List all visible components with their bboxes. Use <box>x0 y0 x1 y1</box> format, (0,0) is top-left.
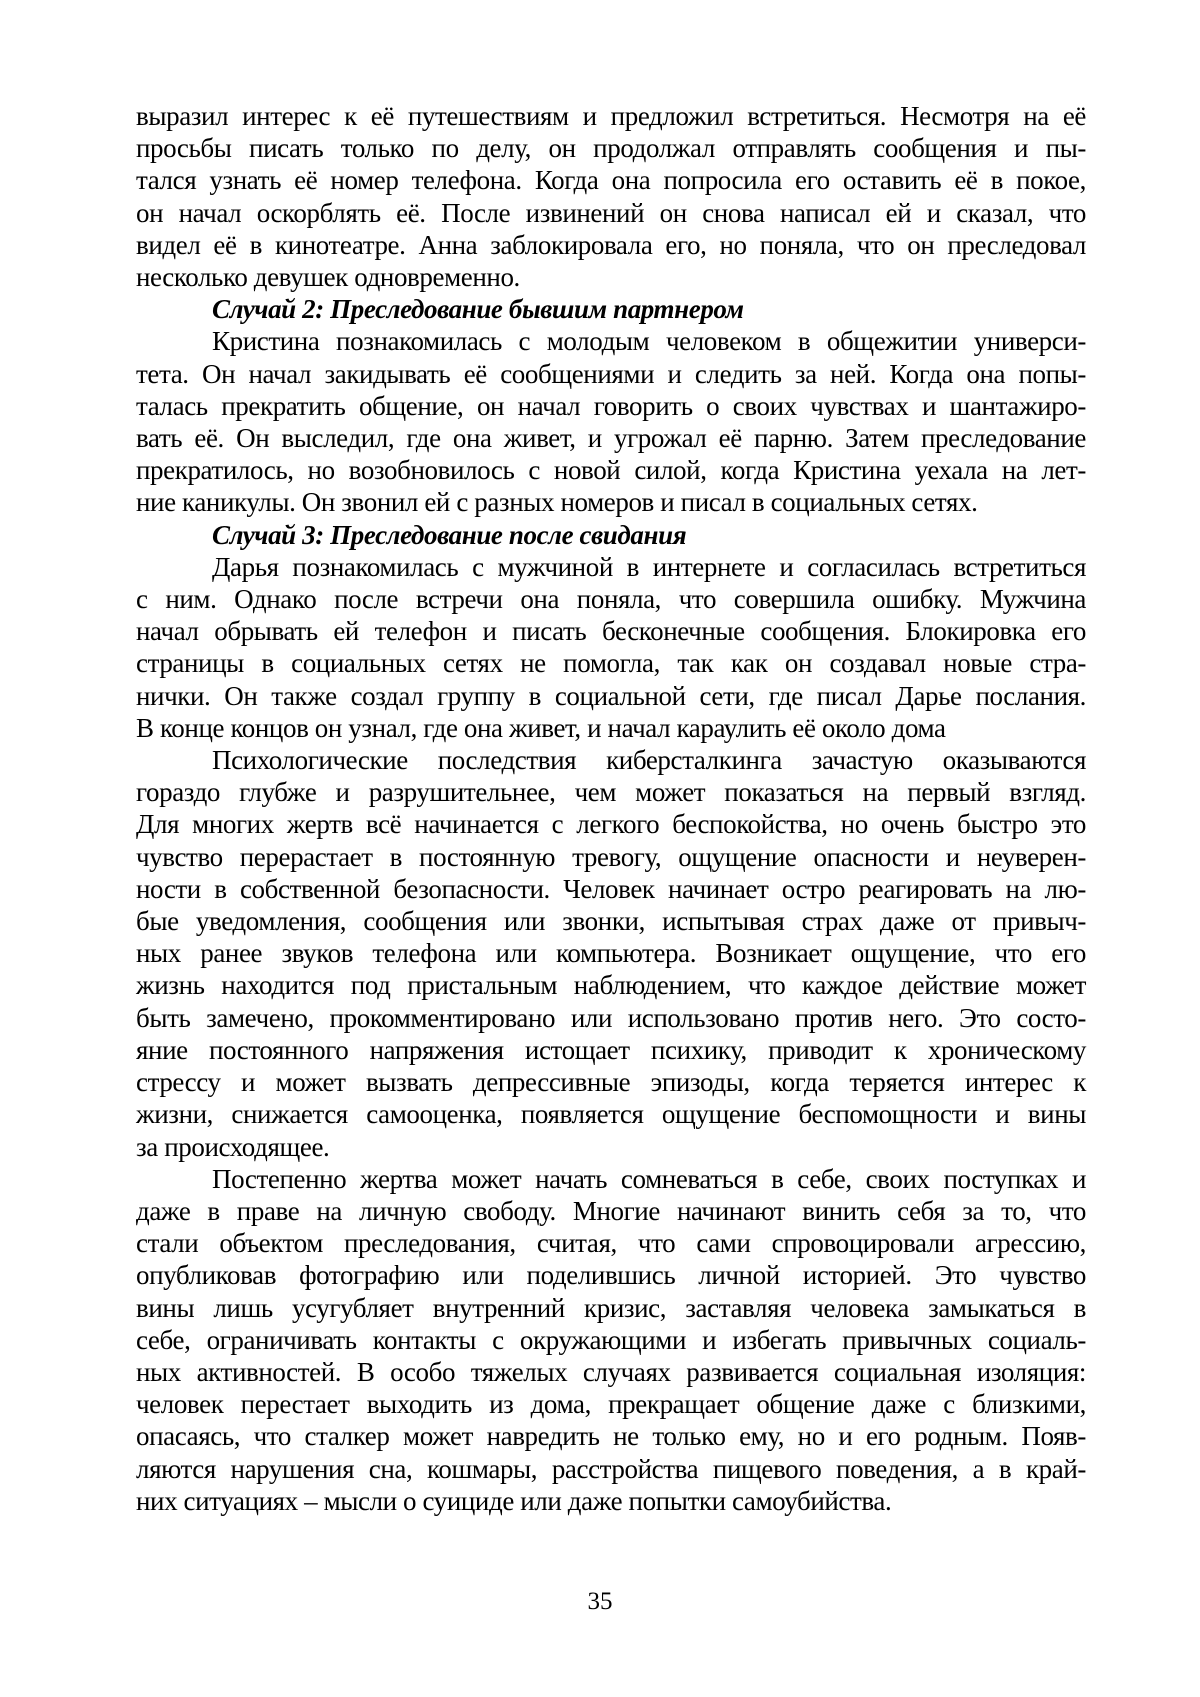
paragraph-line: ние каникулы. Он звонил ей с разных номеров и писал в социальных сетях. <box>136 487 978 518</box>
paragraph-line: ности в собственной безопасности. Человек начинает остро реагировать на лю- <box>136 873 1086 904</box>
paragraph-line: бые уведомления, сообщения или звонки, испытывая страх даже от привыч- <box>136 906 1086 937</box>
paragraph-line: себе, ограничивать контакты с окружающими и избегать привычных социаль- <box>136 1324 1086 1355</box>
paragraph-line: яние постоянного напряжения истощает психику, приводит к хроническому <box>136 1034 1086 1065</box>
paragraph-line: выразил интерес к её путешествиям и предложил встретиться. Несмотря на её <box>136 101 1086 131</box>
paragraph-line: человек перестает выходить из дома, прекращает общение даже с близкими, <box>136 1389 1086 1420</box>
paragraph-line: он начал оскорблять её. После извинений он снова написал ей и сказал, что <box>136 197 1086 228</box>
paragraph-line: ных активностей. В особо тяжелых случаях развивается социальная изоляция: <box>136 1356 1086 1387</box>
paragraph-line: быть замечено, прокомментировано или использовано против него. Это состо- <box>136 1002 1086 1033</box>
paragraph-line: видел её в кинотеатре. Анна заблокировала его, но поняла, что он преследовал <box>136 229 1086 260</box>
paragraph-line: Кристина познакомилась с молодым человеком в общежитии универси- <box>212 326 1086 357</box>
paragraph-line: стали объектом преследования, считая, что сами спровоцировали агрессию, <box>136 1228 1086 1259</box>
paragraph-line: начал обрывать ей телефон и писать бесконечные сообщения. Блокировка его <box>136 616 1086 647</box>
page-number: 35 <box>587 1588 613 1615</box>
paragraph-line: с ним. Однако после встречи она поняла, что совершила ошибку. Мужчина <box>136 584 1086 615</box>
paragraph-line: стрессу и может вызвать депрессивные эпизоды, когда теряется интерес к <box>136 1067 1086 1098</box>
paragraph-line: них ситуациях – мысли о суициде или даже попытки самоубийства. <box>136 1485 892 1516</box>
paragraph-line: опасаясь, что сталкер может навредить не только ему, но и его родным. Появ- <box>136 1421 1086 1452</box>
paragraph-line: тета. Он начал закидывать её сообщениями и следить за ней. Когда она попы- <box>136 358 1086 389</box>
paragraph-line: жизни, снижается самооценка, появляется ощущение беспомощности и вины <box>136 1099 1086 1130</box>
paragraph-line: Для многих жертв всё начинается с легкого беспокойства, но очень быстро это <box>136 809 1086 840</box>
paragraph-line: нички. Он также создал группу в социальной сети, где писал Дарье послания. <box>136 680 1086 711</box>
paragraph-line: талась прекратить общение, он начал говорить о своих чувствах и шантажиро- <box>136 390 1086 421</box>
paragraph-line: вины лишь усугубляет внутренний кризис, заставляя человека замыкаться в <box>136 1292 1086 1323</box>
paragraph-line: чувство перерастает в постоянную тревогу, ощущение опасности и неуверен- <box>136 841 1086 872</box>
text-block <box>136 100 1086 1517</box>
paragraph-line: жизнь находится под пристальным наблюдением, что каждое действие может <box>136 970 1086 1001</box>
paragraph-line: гораздо глубже и разрушительнее, чем может показаться на первый взгляд. <box>136 777 1086 808</box>
paragraph-line: Дарья познакомилась с мужчиной в интернете и согласилась встретиться <box>212 551 1086 582</box>
paragraph-line: тался узнать её номер телефона. Когда она попросила его оставить её в покое, <box>136 165 1086 196</box>
paragraph-line: ляются нарушения сна, кошмары, расстройства пищевого поведения, а в край- <box>136 1453 1086 1484</box>
paragraph-line: даже в праве на личную свободу. Многие начинают винить себя за то, что <box>136 1195 1086 1226</box>
paragraph-line: прекратилось, но возобновилось с новой силой, когда Кристина уехала на лет- <box>136 455 1086 486</box>
paragraph-line: за происходящее. <box>136 1131 330 1162</box>
paragraph-line: вать её. Он выследил, где она живет, и угрожал её парню. Затем преследование <box>136 423 1086 454</box>
paragraph-line: В конце концов он узнал, где она живет, и начал караулить её около дома <box>136 712 946 743</box>
paragraph-line: ных ранее звуков телефона или компьютера. Возникает ощущение, что его <box>136 938 1086 969</box>
paragraph-line: просьбы писать только по делу, он продолжал отправлять сообщения и пы- <box>136 133 1086 164</box>
paragraph-line: опубликовав фотографию или поделившись личной историей. Это чувство <box>136 1260 1086 1291</box>
page-footer <box>0 1588 1200 1616</box>
case-heading: Случай 3: Преследование после свидания <box>212 519 687 550</box>
case-heading: Случай 2: Преследование бывшим партнером <box>212 294 744 325</box>
paragraph-line: страницы в социальных сетях не помогла, так как он создавал новые стра- <box>136 648 1086 679</box>
paragraph-line: Постепенно жертва может начать сомневаться в себе, своих поступках и <box>212 1163 1086 1194</box>
paragraph-line: Психологические последствия киберсталкинга зачастую оказываются <box>212 745 1086 776</box>
paragraph-line: несколько девушек одновременно. <box>136 262 520 293</box>
